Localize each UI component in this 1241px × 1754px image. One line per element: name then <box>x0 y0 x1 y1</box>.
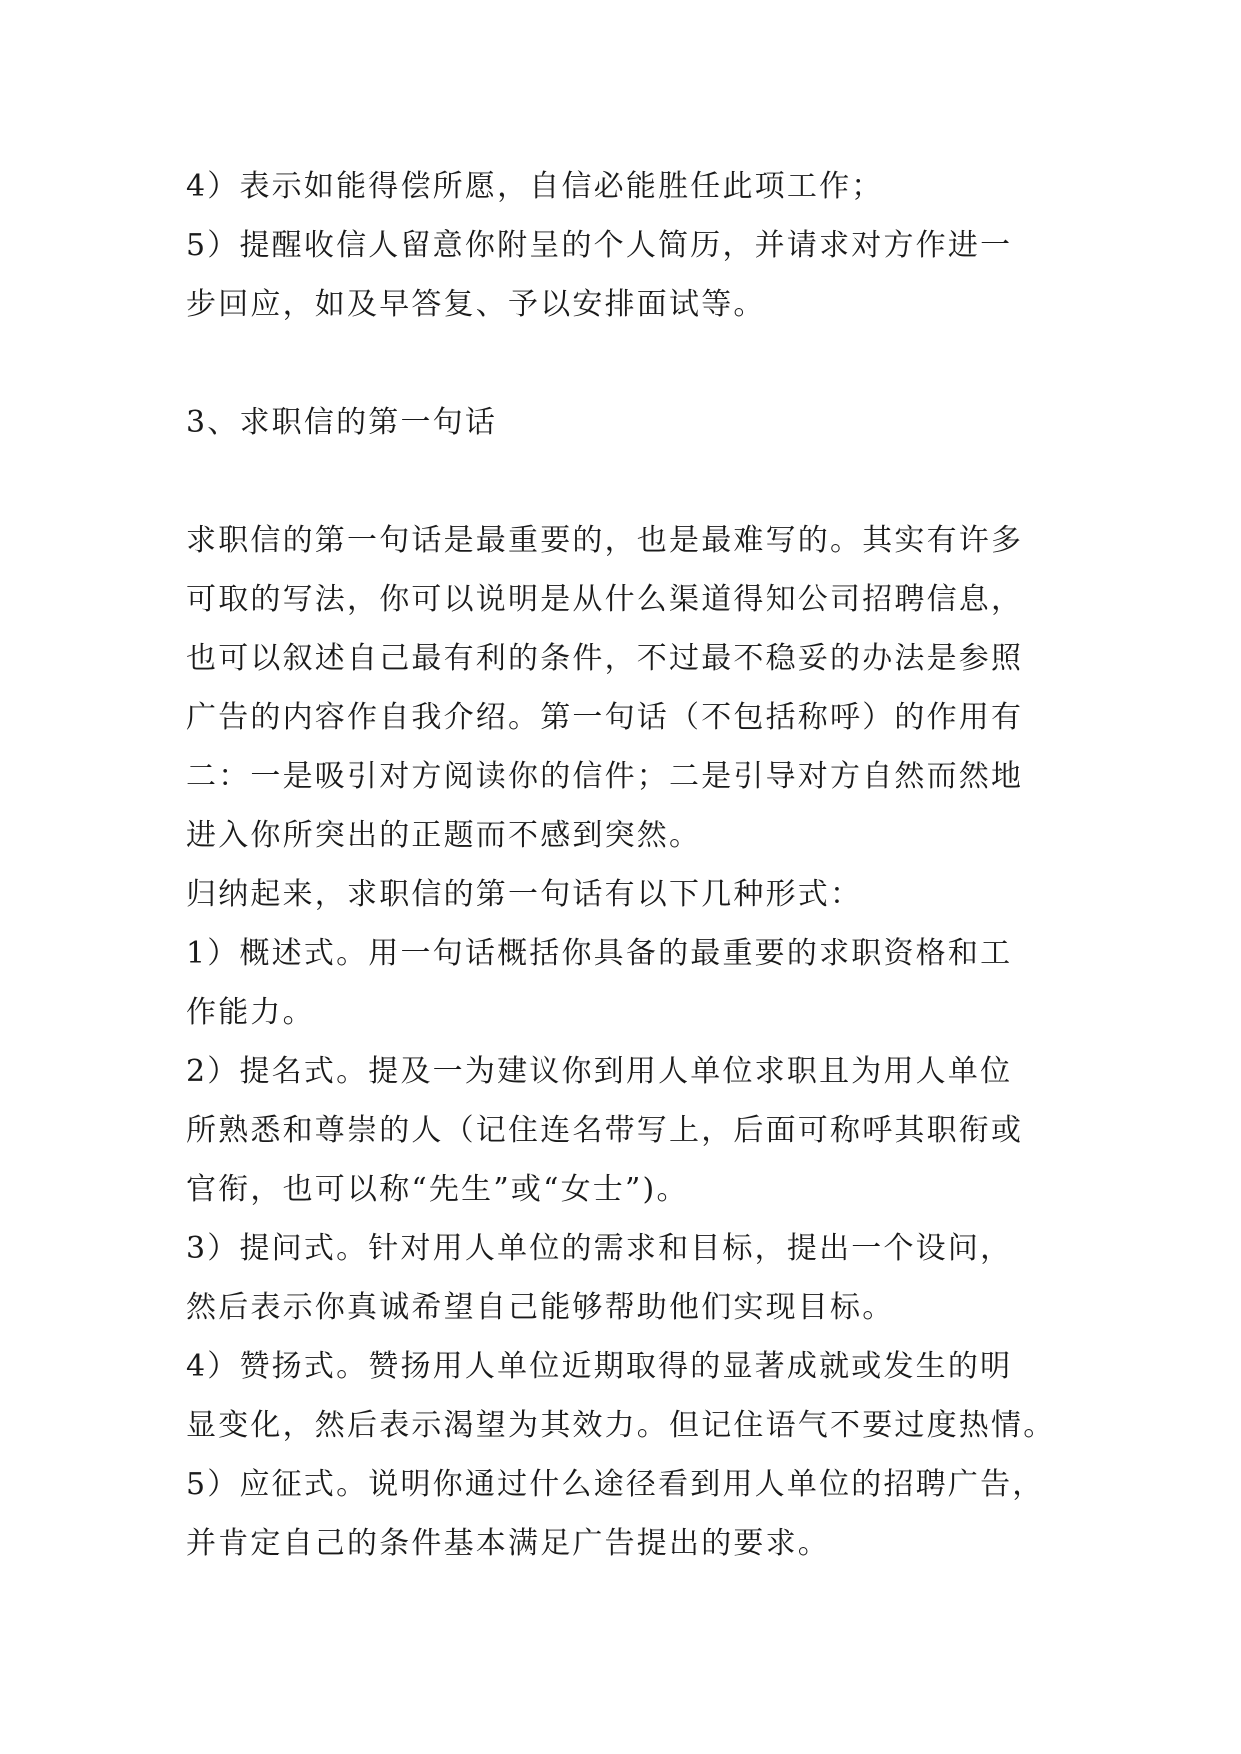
text-line: 并肯定自己的条件基本满足广告提出的要求。 <box>186 1526 830 1561</box>
text-line: 5）应征式。说明你通过什么途径看到用人单位的招聘广告， <box>186 1467 1045 1502</box>
text-line: 4）表示如能得偿所愿，自信必能胜任此项工作； <box>186 169 884 204</box>
text-line: 也可以叙述自己最有利的条件，不过最不稳妥的办法是参照 <box>186 641 1024 676</box>
text-line: 然后表示你真诚希望自己能够帮助他们实现目标。 <box>186 1290 895 1325</box>
section-heading: 3、求职信的第一句话 <box>186 405 498 440</box>
text-line: 二：一是吸引对方阅读你的信件；二是引导对方自然而然地 <box>186 759 1024 794</box>
text-line: 2）提名式。提及一为建议你到用人单位求职且为用人单位 <box>186 1054 1013 1089</box>
text-line: 1）概述式。用一句话概括你具备的最重要的求职资格和工 <box>186 936 1013 971</box>
text-line: 归纳起来，求职信的第一句话有以下几种形式： <box>186 877 863 912</box>
text-line: 3）提问式。针对用人单位的需求和目标，提出一个设问， <box>186 1231 1013 1266</box>
text-line: 所熟悉和尊崇的人（记住连名带写上，后面可称呼其职衔或 <box>186 1113 1024 1148</box>
text-line: 可取的写法，你可以说明是从什么渠道得知公司招聘信息， <box>186 582 1024 617</box>
text-line: 显变化，然后表示渴望为其效力。但记住语气不要过度热情。 <box>186 1408 1056 1443</box>
text-line: 官衔，也可以称“先生”或“女士”)。 <box>186 1172 689 1207</box>
text-line: 步回应，如及早答复、予以安排面试等。 <box>186 287 766 322</box>
text-line: 求职信的第一句话是最重要的，也是最难写的。其实有许多 <box>186 523 1024 558</box>
text-line: 广告的内容作自我介绍。第一句话（不包括称呼）的作用有 <box>186 700 1024 735</box>
text-line: 进入你所突出的正题而不感到突然。 <box>186 818 702 853</box>
text-line: 作能力。 <box>186 995 315 1030</box>
text-line: 5）提醒收信人留意你附呈的个人简历，并请求对方作进一 <box>186 228 1013 263</box>
text-line: 4）赞扬式。赞扬用人单位近期取得的显著成就或发生的明 <box>186 1349 1013 1384</box>
